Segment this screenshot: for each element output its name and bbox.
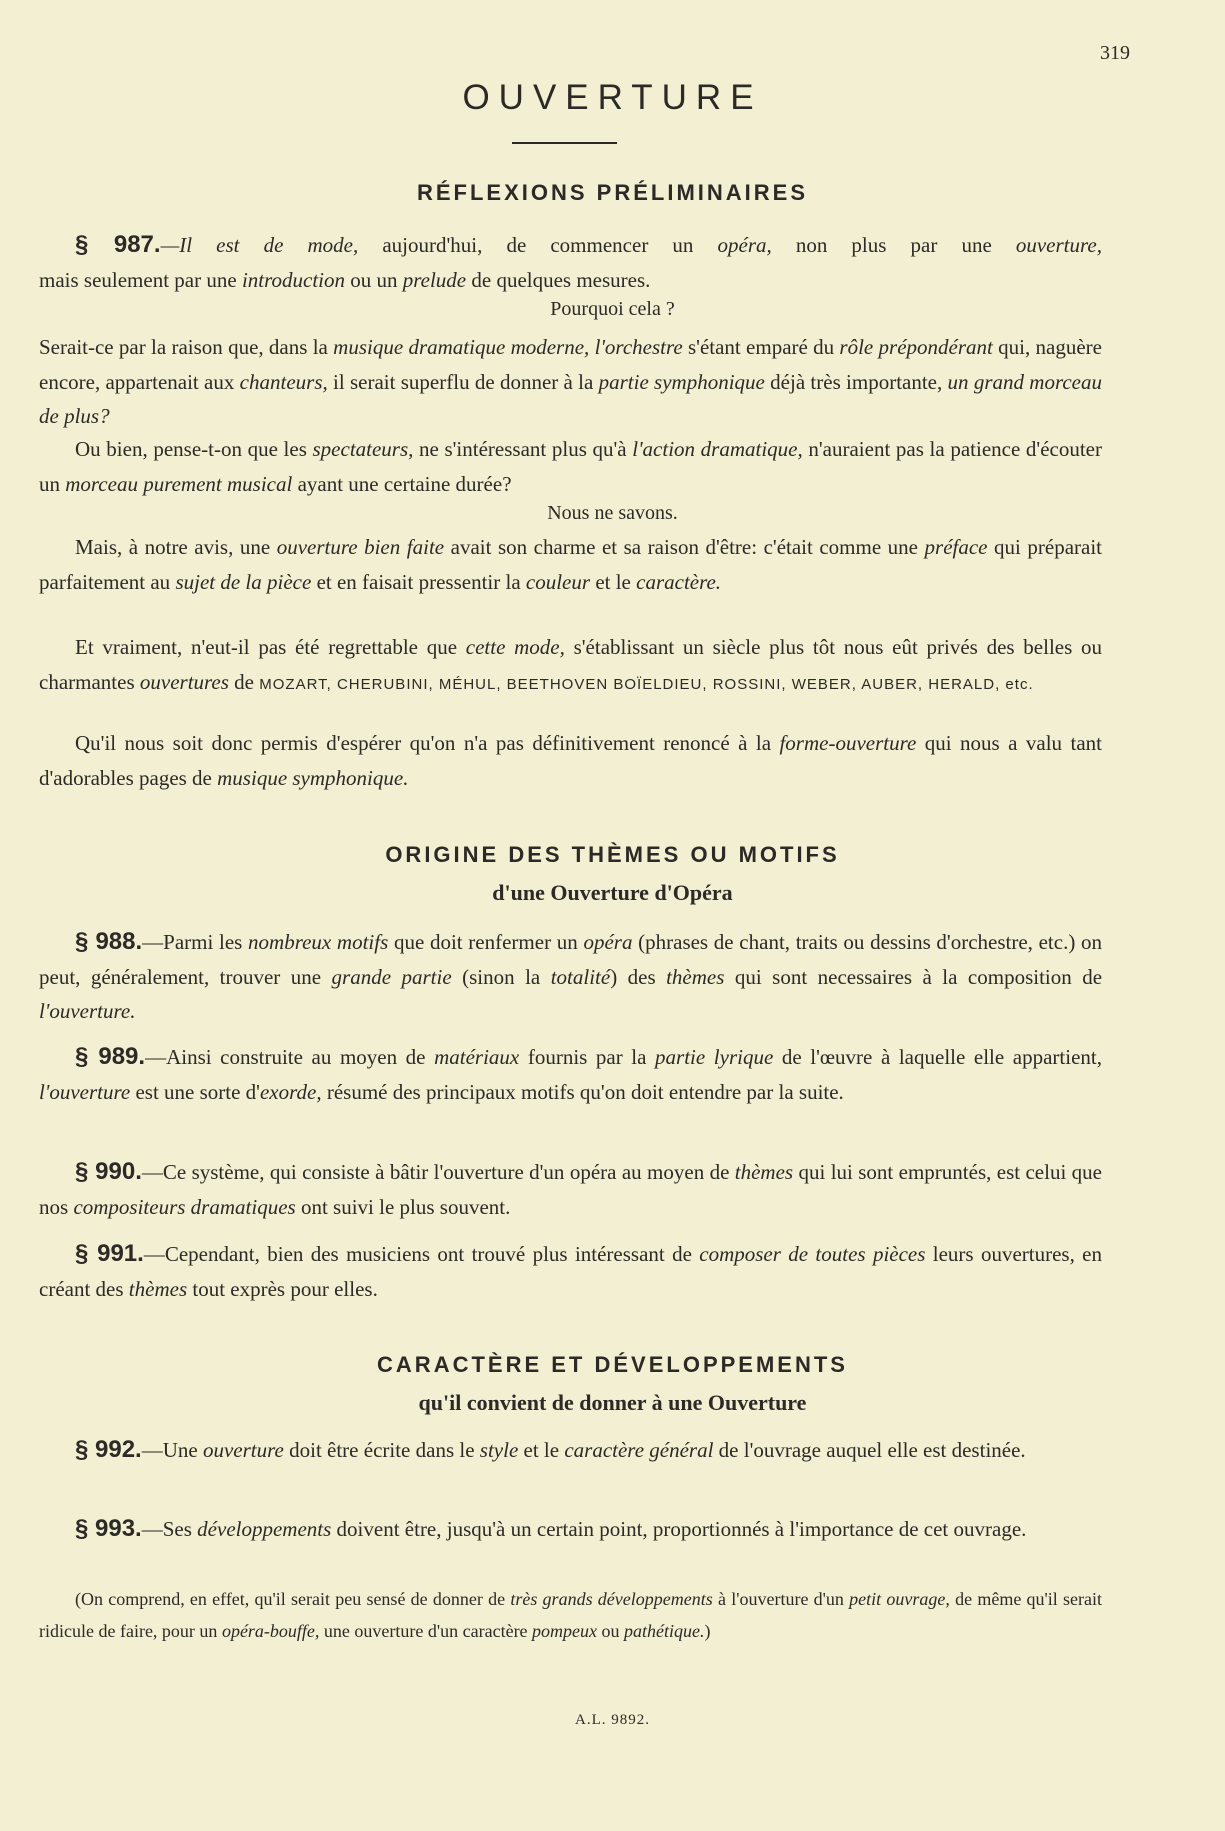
paragraph-ou-bien: Ou bien, pense-t-on que les spectateurs, ne s'intéressant plus qu'à l'action dramatique, n'auraient pas la patience d'écouter un morceau purement musical ayant une certaine durée? bbox=[39, 437, 1102, 496]
page-title: OUVERTURE bbox=[462, 78, 763, 117]
paragraph-mais: Mais, à notre avis, une ouverture bien faite avait son charme et sa raison d'être: c'était comme une préface qui préparait parfaitement au sujet de la pièce et en faisait pressentir la couleur et le caractère. bbox=[39, 535, 1103, 594]
paragraph-993: § 993.—Ses développements doivent être, jusqu'à un certain point, proportionnés à l'importance de cet ouvrage. bbox=[75, 1515, 1027, 1542]
paragraph-987: § 987.—Il est de mode, aujourd'hui, de commencer un opéra, non plus par une ouverture, mais seulement par une introduction ou un prelude de quelques mesures. bbox=[39, 231, 1102, 292]
paragraph-992: § 992.—Une ouverture doit être écrite dans le style et le caractère général de l'ouvrage auquel elle est destinée. bbox=[75, 1436, 1026, 1463]
section-heading-caractere: CARACTÈRE ET DÉVELOPPEMENTS bbox=[377, 1352, 848, 1377]
plate-number: A.L. 9892. bbox=[575, 1712, 650, 1728]
section-number: § 988. bbox=[75, 928, 143, 955]
line-pourquoi: Pourquoi cela ? bbox=[550, 298, 675, 320]
section-number: § 987. bbox=[75, 231, 161, 258]
section-heading-origine: ORIGINE DES THÈMES OU MOTIFS bbox=[385, 842, 840, 867]
section-number: § 991. bbox=[75, 1240, 144, 1267]
paragraph-note: (On comprend, en effet, qu'il serait peu sensé de donner de très grands développements à l'ouverture d'un petit ouvrage, de même qu'il serait ridicule de faire, pour un opéra-bouffe, une ouverture d'un caractère pompeux ou pathétique.) bbox=[39, 1589, 1103, 1641]
section-heading-reflexions: RÉFLEXIONS PRÉLIMINAIRES bbox=[416, 180, 809, 205]
paragraph-988: § 988.—Parmi les nombreux motifs que doit renfermer un opéra (phrases de chant, traits ou dessins d'orchestre, etc.) on peut, généralement, trouver une grande partie (sinon la totalité) des thèmes qui sont necessaires à la composition de l'ouverture. bbox=[39, 928, 1103, 1023]
paragraph-990: § 990.—Ce système, qui consiste à bâtir l'ouverture d'un opéra au moyen de thèmes qui lui sont empruntés, est celui que nos compositeurs dramatiques ont suivi le plus souvent. bbox=[39, 1158, 1102, 1219]
section-number: § 993. bbox=[75, 1515, 142, 1542]
title-rule bbox=[512, 142, 617, 144]
paragraph-quil: Qu'il nous soit donc permis d'espérer qu'on n'a pas définitivement renoncé à la forme-ouverture qui nous a valu tant d'adorables pages de musique symphonique. bbox=[39, 731, 1102, 790]
section-number: § 992. bbox=[75, 1436, 142, 1463]
section-subheading-origine: d'une Ouverture d'Opéra bbox=[492, 880, 733, 905]
section-number: § 989. bbox=[75, 1043, 146, 1070]
section-number: § 990. bbox=[75, 1158, 142, 1185]
page-number: 319 bbox=[1100, 42, 1130, 64]
paragraph-vraiment: Et vraiment, n'eut-il pas été regrettable que cette mode, s'établissant un siècle plus tôt nous eût privés des belles ou charmantes ouvertures de MOZART, CHERUBINI, MÉHUL, BEETHOVEN BOÏELDIEU, ROSSINI, WEBER, AUBER, HERALD, etc. bbox=[39, 635, 1102, 694]
paragraph-991: § 991.—Cependant, bien des musiciens ont trouvé plus intéressant de composer de toutes pièces leurs ouvertures, en créant des thèmes tout exprès pour elles. bbox=[39, 1240, 1102, 1301]
line-nous-ne-savons: Nous ne savons. bbox=[547, 502, 678, 524]
composer-names: MOZART, CHERUBINI, MÉHUL, BEETHOVEN BOÏELDIEU, ROSSINI, WEBER, AUBER, HERALD, etc. bbox=[259, 675, 1034, 693]
paragraph-989: § 989.—Ainsi construite au moyen de matériaux fournis par la partie lyrique de l'œuvre à laquelle elle appartient, l'ouverture est une sorte d'exorde, résumé des principaux motifs qu'on doit entendre par la suite. bbox=[39, 1043, 1102, 1104]
paragraph-serait: Serait-ce par la raison que, dans la musique dramatique moderne, l'orchestre s'étant emparé du rôle prépondérant qui, naguère encore, appartenait aux chanteurs, il serait superflu de donner à la partie symphonique déjà très importante, un grand morceau de plus? bbox=[39, 335, 1102, 428]
section-subheading-caractere: qu'il convient de donner à une Ouverture bbox=[418, 1390, 807, 1415]
